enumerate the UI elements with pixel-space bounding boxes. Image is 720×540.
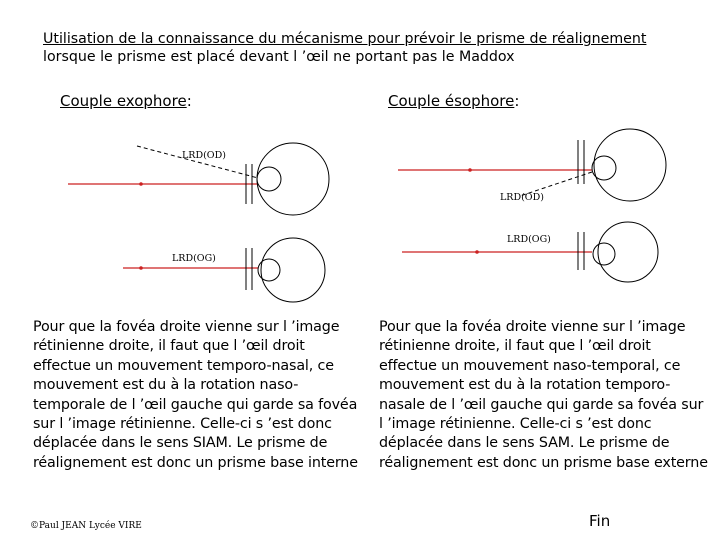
ray-dot-od bbox=[139, 182, 143, 186]
cornea-od-right bbox=[592, 156, 616, 180]
ray-dot-od-right bbox=[468, 168, 472, 172]
label-esophore: Couple ésophore: bbox=[388, 92, 520, 110]
ray-dot-og bbox=[139, 266, 143, 270]
cornea-od bbox=[257, 167, 281, 191]
credit-footer: ©Paul JEAN Lycée VIRE bbox=[30, 521, 142, 531]
title-line-1: Utilisation de la connaissance du mécanisme pour prévoir le prisme de réalignement bbox=[43, 31, 647, 47]
label-lrd-od-right: LRD(OD) bbox=[500, 192, 544, 203]
eye-og bbox=[261, 238, 325, 302]
label-exophore: Couple exophore: bbox=[60, 92, 192, 110]
cornea-og-right bbox=[593, 243, 615, 265]
fin-link[interactable]: Fin bbox=[589, 512, 611, 530]
title-line-2: lorsque le prisme est placé devant l ’œil ne portant pas le Maddox bbox=[43, 49, 515, 65]
explanation-esophore: Pour que la fovéa droite vienne sur l ’image rétinienne droite, il faut que l ’œil droit effectue un mouvement naso-temporal, ce mouvement est du à la rotation temporo-nasale de l ’œil gauche qui garde sa fovéa sur l ’image rétinienne. Celle-ci s ’est donc déplacée dans le sens SAM. Le prisme de réalignement est donc un prisme base externe bbox=[379, 319, 708, 471]
ray-dot-og-right bbox=[475, 250, 479, 254]
eye-od-right bbox=[594, 129, 666, 201]
diagram-exophore bbox=[68, 143, 329, 302]
label-lrd-od: LRD(OD) bbox=[182, 150, 226, 161]
diagram-esophore bbox=[398, 129, 666, 282]
explanation-exophore: Pour que la fovéa droite vienne sur l ’image rétinienne droite, il faut que l ’œil droit effectue un mouvement temporo-nasal, ce mouvement est du à la rotation naso-temporale de l ’œil gauche qui garde sa fovéa sur l ’image rétinienne. Celle-ci s ’est donc déplacée dans le sens SIAM. Le prisme de réalignement est donc un prisme base interne bbox=[33, 319, 358, 471]
eye-og-right bbox=[598, 222, 658, 282]
eye-od bbox=[257, 143, 329, 215]
label-lrd-og: LRD(OG) bbox=[172, 253, 216, 264]
label-lrd-og-right: LRD(OG) bbox=[507, 234, 551, 245]
